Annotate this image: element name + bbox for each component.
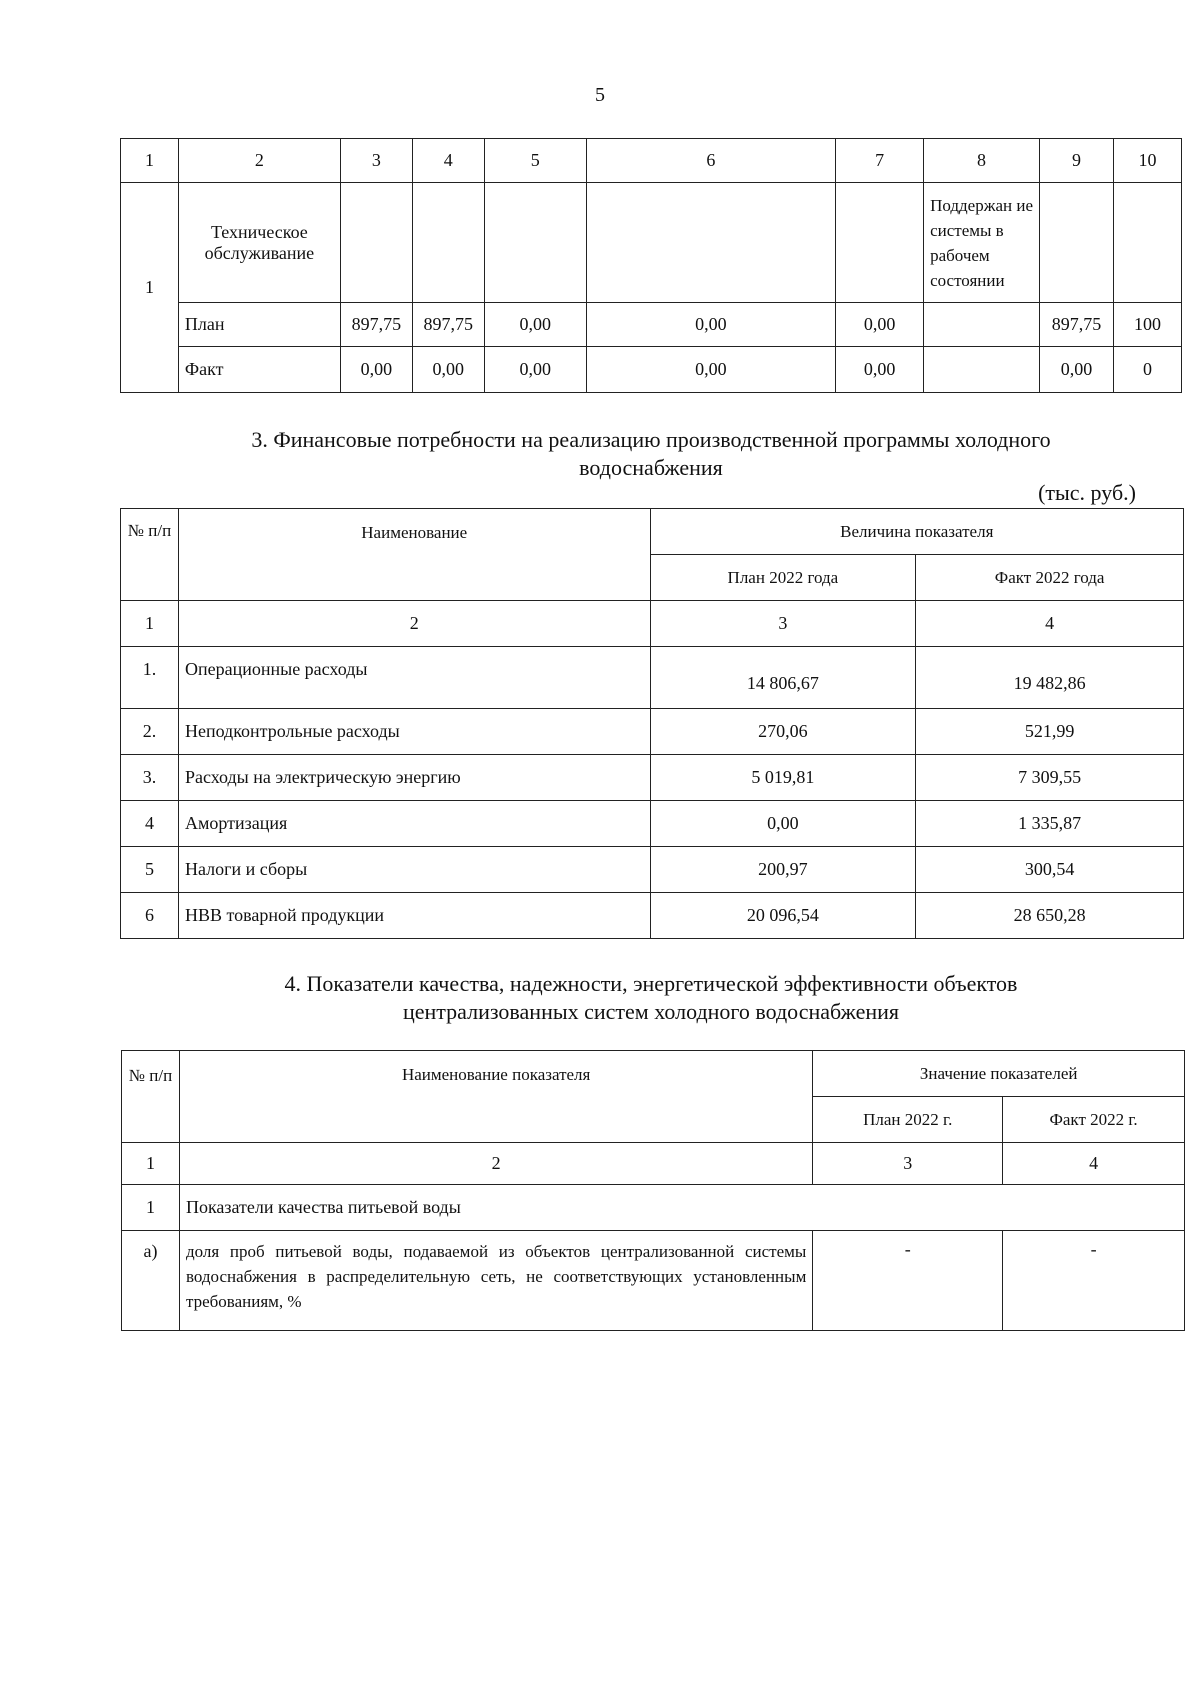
cell: 0,00 bbox=[412, 347, 484, 393]
row-num: 2. bbox=[121, 709, 179, 755]
table-row bbox=[121, 755, 1184, 801]
row-plan: 5 019,81 bbox=[650, 755, 916, 801]
header-num: № п/п bbox=[121, 509, 179, 601]
header-cell: 5 bbox=[484, 139, 586, 183]
row-fact: 1 335,87 bbox=[916, 801, 1184, 847]
table-header-row bbox=[121, 139, 1182, 183]
item-num: а) bbox=[122, 1231, 180, 1331]
header-fact: Факт 2022 года bbox=[916, 555, 1184, 601]
cell bbox=[924, 347, 1040, 393]
row-num: 3. bbox=[121, 755, 179, 801]
group-name: Показатели качества питьевой воды bbox=[179, 1185, 1184, 1231]
plan-label: План bbox=[178, 303, 340, 347]
group-row bbox=[122, 1185, 1185, 1231]
index-row bbox=[122, 1143, 1185, 1185]
unit-label: (тыс. руб.) bbox=[1038, 480, 1136, 505]
item-fact: - bbox=[1003, 1231, 1185, 1331]
item-plan: - bbox=[813, 1231, 1003, 1331]
section3-title-line2: водоснабжения bbox=[579, 455, 723, 480]
group-num: 1 bbox=[122, 1185, 180, 1231]
index-cell: 1 bbox=[121, 601, 179, 647]
header-cell: 10 bbox=[1114, 139, 1182, 183]
activity-name: Техническое обслуживание bbox=[178, 183, 340, 303]
cell: 0,00 bbox=[340, 347, 412, 393]
cell: 0,00 bbox=[484, 303, 586, 347]
index-cell: 2 bbox=[178, 601, 650, 647]
header-cell: 1 bbox=[121, 139, 179, 183]
row-name: Неподконтрольные расходы bbox=[178, 709, 650, 755]
index-cell: 4 bbox=[916, 601, 1184, 647]
row-num: 1. bbox=[121, 647, 179, 709]
header-cell: 8 bbox=[924, 139, 1040, 183]
cell: 100 bbox=[1114, 303, 1182, 347]
table-row bbox=[121, 183, 1182, 303]
section3-title bbox=[120, 426, 1182, 482]
header-fact: Факт 2022 г. bbox=[1003, 1097, 1185, 1143]
row-num: 5 bbox=[121, 847, 179, 893]
header-name: Наименование показателя bbox=[179, 1051, 812, 1143]
section4-title bbox=[120, 970, 1182, 1026]
index-cell: 3 bbox=[813, 1143, 1003, 1185]
index-cell: 1 bbox=[122, 1143, 180, 1185]
cell: 897,75 bbox=[412, 303, 484, 347]
index-cell: 4 bbox=[1003, 1143, 1185, 1185]
row-fact: 7 309,55 bbox=[916, 755, 1184, 801]
page-number: 5 bbox=[595, 84, 605, 106]
header-cell: 7 bbox=[836, 139, 924, 183]
note-cell: Поддержан ие системы в рабочем состоянии bbox=[924, 183, 1040, 303]
cell: 0,00 bbox=[1040, 347, 1114, 393]
header-cell: 3 bbox=[340, 139, 412, 183]
table-row-plan bbox=[121, 303, 1182, 347]
header-num: № п/п bbox=[122, 1051, 180, 1143]
header-value: Величина показателя bbox=[650, 509, 1183, 555]
index-cell: 3 bbox=[650, 601, 916, 647]
table-row bbox=[122, 1231, 1185, 1331]
section3-title-line1: 3. Финансовые потребности на реализацию производственной программы холодного bbox=[251, 427, 1051, 452]
cell: 0,00 bbox=[836, 303, 924, 347]
header-cell: 6 bbox=[586, 139, 836, 183]
table-row bbox=[121, 847, 1184, 893]
row-num: 6 bbox=[121, 893, 179, 939]
table-header-row bbox=[121, 509, 1184, 555]
header-plan: План 2022 года bbox=[650, 555, 916, 601]
row-plan: 270,06 bbox=[650, 709, 916, 755]
item-name: доля проб питьевой воды, подаваемой из объектов централизованной системы водоснабжения в распределительную сеть, не соответствующих установленным требованиям, % bbox=[179, 1231, 812, 1331]
row-fact: 19 482,86 bbox=[916, 647, 1184, 709]
cell: 0,00 bbox=[586, 303, 836, 347]
cell: 897,75 bbox=[340, 303, 412, 347]
row-fact: 521,99 bbox=[916, 709, 1184, 755]
row-number: 1 bbox=[121, 183, 179, 393]
row-plan: 20 096,54 bbox=[650, 893, 916, 939]
section4-title-line1: 4. Показатели качества, надежности, энергетической эффективности объектов bbox=[284, 971, 1018, 996]
index-cell: 2 bbox=[179, 1143, 812, 1185]
index-row bbox=[121, 601, 1184, 647]
cell bbox=[924, 303, 1040, 347]
cell: 0,00 bbox=[836, 347, 924, 393]
production-program-table bbox=[120, 138, 1182, 393]
table-row bbox=[121, 801, 1184, 847]
row-name: Налоги и сборы bbox=[178, 847, 650, 893]
row-num: 4 bbox=[121, 801, 179, 847]
row-plan: 14 806,67 bbox=[650, 647, 916, 709]
header-cell: 9 bbox=[1040, 139, 1114, 183]
header-value: Значение показателей bbox=[813, 1051, 1185, 1097]
financial-needs-table bbox=[120, 508, 1184, 939]
quality-indicators-table bbox=[121, 1050, 1185, 1331]
row-plan: 0,00 bbox=[650, 801, 916, 847]
row-fact: 300,54 bbox=[916, 847, 1184, 893]
header-plan: План 2022 г. bbox=[813, 1097, 1003, 1143]
fact-label: Факт bbox=[178, 347, 340, 393]
cell: 0,00 bbox=[586, 347, 836, 393]
table-header-row bbox=[122, 1051, 1185, 1097]
table-row-fact bbox=[121, 347, 1182, 393]
cell: 0,00 bbox=[484, 347, 586, 393]
header-cell: 2 bbox=[178, 139, 340, 183]
cell: 0 bbox=[1114, 347, 1182, 393]
row-name: Расходы на электрическую энергию bbox=[178, 755, 650, 801]
header-cell: 4 bbox=[412, 139, 484, 183]
header-name: Наименование bbox=[178, 509, 650, 601]
cell: 897,75 bbox=[1040, 303, 1114, 347]
section4-title-line2: централизованных систем холодного водоснабжения bbox=[402, 999, 900, 1024]
table-row bbox=[121, 647, 1184, 709]
row-fact: 28 650,28 bbox=[916, 893, 1184, 939]
row-name: НВВ товарной продукции bbox=[178, 893, 650, 939]
row-plan: 200,97 bbox=[650, 847, 916, 893]
row-name: Амортизация bbox=[178, 801, 650, 847]
table-row bbox=[121, 893, 1184, 939]
row-name: Операционные расходы bbox=[178, 647, 650, 709]
table-row bbox=[121, 709, 1184, 755]
